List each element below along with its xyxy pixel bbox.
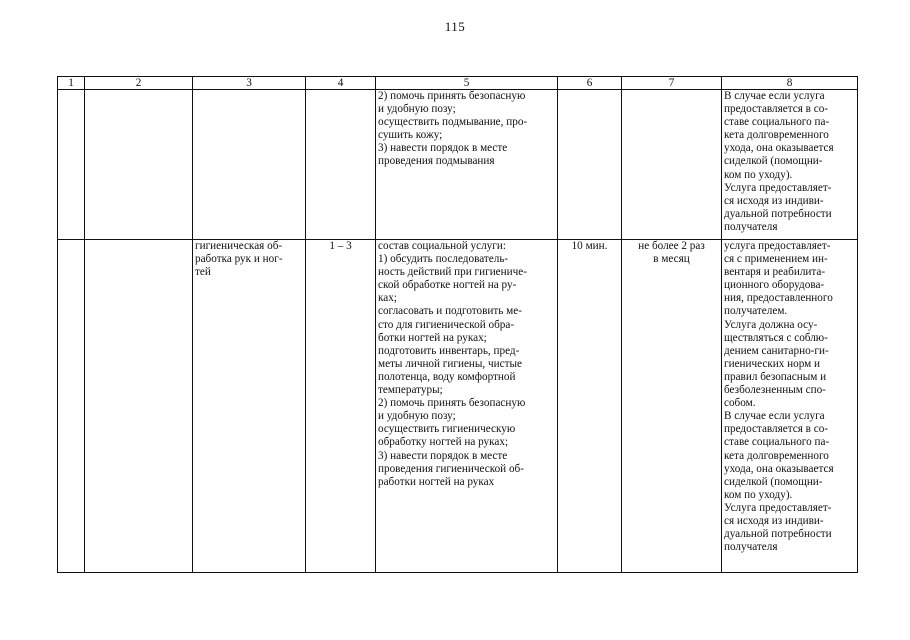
cell-line: ской обработке ногтей на ру- <box>378 279 517 292</box>
cell-service-group <box>85 90 193 240</box>
column-header-7: 7 <box>622 77 722 90</box>
cell-line: дуальной потребности <box>724 528 832 541</box>
cell-number <box>58 240 85 573</box>
cell-line: и удобную позу; <box>378 410 456 423</box>
cell-line: согласовать и подготовить ме- <box>378 305 522 318</box>
cell-line: работка рук и ног- <box>195 253 283 266</box>
cell-line: сто для гигиенической обра- <box>378 318 515 331</box>
cell-line: сиделкой (помощни- <box>724 475 823 488</box>
column-header-3: 3 <box>193 77 306 90</box>
cell-duration: 10 мин. <box>558 240 622 573</box>
cell-line: Услуга должна осу- <box>724 318 818 331</box>
cell-line: обработку ногтей на руках; <box>378 436 509 449</box>
cell-line: услуга предоставляет- <box>724 240 831 252</box>
column-header-1: 1 <box>58 77 85 90</box>
cell-line: осуществить гигиеническую <box>378 423 516 436</box>
cell-line: предоставляется в со- <box>724 103 829 116</box>
column-header-2: 2 <box>85 77 193 90</box>
cell-service-name <box>193 90 306 240</box>
cell-line: ком по уходу). <box>724 168 793 181</box>
cell-line: ставе социального па- <box>724 436 830 449</box>
cell-line: предоставляется в со- <box>724 423 829 436</box>
cell-line: тей <box>195 266 211 279</box>
cell-line: дуальной потребности <box>724 207 832 220</box>
cell-service-content <box>376 90 558 240</box>
column-header-4: 4 <box>306 77 376 90</box>
cell-duration <box>558 90 622 240</box>
cell-line: правил безопасным и <box>724 370 827 383</box>
cell-line: в месяц <box>653 253 690 266</box>
cell-line: ках; <box>378 292 397 305</box>
cell-line: получателем. <box>724 305 788 318</box>
cell-line: ботки ногтей на руках; <box>378 331 487 344</box>
cell-line: 2) помочь принять безопасную <box>378 397 526 410</box>
column-header-8: 8 <box>722 77 858 90</box>
cell-line: гиенических норм и <box>724 357 821 370</box>
table-header-row <box>58 77 858 90</box>
cell-line: Услуга предоставляет- <box>724 501 832 514</box>
cell-line: ухода, она оказывается <box>724 462 834 475</box>
cell-line: ухода, она оказывается <box>724 142 834 155</box>
cell-line: гигиеническая об- <box>195 240 283 252</box>
cell-line: ществляться с соблю- <box>724 331 828 344</box>
cell-line: сушить кожу; <box>378 129 443 142</box>
cell-frequency-class <box>306 90 376 240</box>
cell-line: ность действий при гигиениче- <box>378 266 527 279</box>
cell-line: меты личной гигиены, чистые <box>378 357 522 370</box>
cell-line: проведения подмывания <box>378 155 495 168</box>
cell-conditions <box>722 240 858 573</box>
cell-line: 1) обсудить последователь- <box>378 253 509 266</box>
cell-line: кета долговременного <box>724 449 829 462</box>
cell-line: 2) помочь принять безопасную <box>378 90 526 102</box>
cell-line: ся с применением ин- <box>724 253 828 266</box>
services-table <box>57 76 858 573</box>
cell-line: полотенца, воду комфортной <box>378 370 516 383</box>
cell-line: состав социальной услуги: <box>378 240 506 252</box>
cell-line: получателя <box>724 220 778 233</box>
cell-service-group <box>85 240 193 573</box>
cell-line: дением санитарно-ги- <box>724 344 829 357</box>
cell-line: ставе социального па- <box>724 116 830 129</box>
cell-line: вентаря и реабилита- <box>724 266 826 279</box>
cell-line: кета долговременного <box>724 129 829 142</box>
cell-line: и удобную позу; <box>378 103 456 116</box>
page-number: 115 <box>444 19 466 34</box>
cell-line: осуществить подмывание, про- <box>378 116 528 129</box>
cell-line: 3) навести порядок в месте <box>378 142 508 155</box>
cell-line: ционного оборудова- <box>724 279 825 292</box>
cell-line: собом. <box>724 397 756 410</box>
cell-line: Услуга предоставляет- <box>724 181 832 194</box>
cell-line: подготовить инвентарь, пред- <box>378 344 520 357</box>
cell-line: не более 2 раз <box>638 240 705 252</box>
cell-service-content <box>376 240 558 573</box>
column-header-6: 6 <box>558 77 622 90</box>
cell-periodicity <box>622 90 722 240</box>
cell-line: ся исходя из индиви- <box>724 194 824 207</box>
cell-line: сиделкой (помощни- <box>724 155 823 168</box>
cell-number <box>58 90 85 240</box>
table-row <box>58 90 858 240</box>
cell-line: В случае если услуга <box>724 410 825 423</box>
cell-service-name <box>193 240 306 573</box>
column-header-5: 5 <box>376 77 558 90</box>
cell-line: проведения гигиенической об- <box>378 462 524 475</box>
cell-line: работки ногтей на руках <box>378 475 495 488</box>
cell-line: температуры; <box>378 384 443 397</box>
table-row <box>58 240 858 573</box>
cell-frequency-class: 1 – 3 <box>306 240 376 573</box>
cell-line: ся исходя из индиви- <box>724 514 824 527</box>
cell-line: безболезненным спо- <box>724 384 826 397</box>
cell-conditions <box>722 90 858 240</box>
cell-periodicity <box>622 240 722 573</box>
cell-line: 3) навести порядок в месте <box>378 449 508 462</box>
cell-line: ком по уходу). <box>724 488 793 501</box>
cell-line: В случае если услуга <box>724 90 825 102</box>
cell-line: ния, предоставленного <box>724 292 833 305</box>
cell-line: получателя <box>724 541 778 554</box>
